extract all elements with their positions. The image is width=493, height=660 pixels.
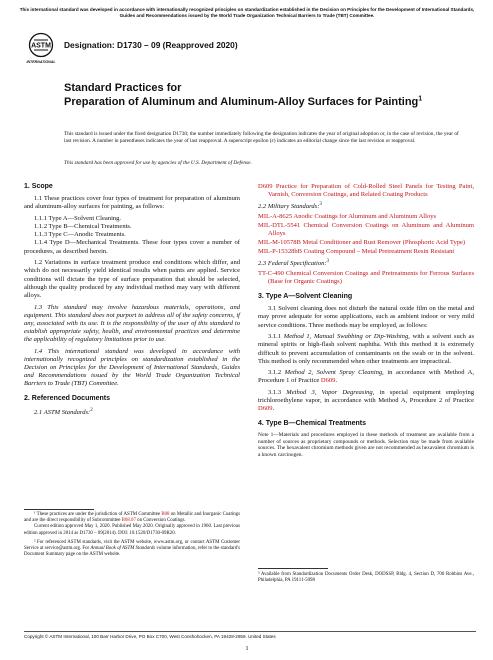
note-1: Note 1—Materials and procedures employed in these methods of treatment are available from a number of sources as proprietary compounds or methods. Selection may be made from available sources. The hexavalent chromium methods given are not recommended as hexavalent chromium is a known carcinogen. bbox=[258, 431, 474, 459]
ref-mil-m-10578b: MIL-M-10578B Metal Conditioner and Rust Remover (Phosphoric Acid Type) bbox=[258, 239, 466, 247]
link-mil-m-10578b[interactable]: MIL-M-10578B bbox=[258, 239, 301, 247]
dod-approval: This standard has been approved for use by agencies of the U.S. Department of Defense. bbox=[64, 160, 252, 166]
left-column bbox=[24, 183, 240, 421]
para-3-1-2: 3.1.2 Method 2, Solvent Spray Cleaning, in accordance with Method A, Procedure 1 of Practice D609. bbox=[258, 369, 474, 385]
page-title bbox=[64, 82, 464, 109]
ref-mil-dtl-5541: MIL-DTL-5541 Chemical Conversion Coatings on Aluminum and Aluminum Alloys bbox=[258, 221, 474, 237]
right-column bbox=[258, 183, 474, 459]
title-line-2: Preparation of Aluminum and Aluminum-Alloy Surfaces for Painting$^1$ bbox=[64, 94, 423, 108]
title-line-1: Standard Practices for bbox=[64, 82, 182, 94]
para-3-1-1: 3.1.1 Method 1, Manual Swabbing or Dip-Washing, with a solvent such as mineral spirits or high-flash solvent naphtha. With this method it is extremely difficult to prevent accumulation of contaminants on the swab or in the solvent. This method is only recommended when other treatments are impractical. bbox=[258, 333, 474, 365]
para-2-3: 2.3 Federal Specification:$^3$ bbox=[258, 259, 330, 268]
para-3-1: 3.1 Solvent cleaning does not disturb the natural oxide film on the metal and may prove adequate for some applications, such as ambient indoor or very mild service conditions. Three methods may be employed, as follows: bbox=[258, 305, 474, 329]
footnote-1-edition: Current edition approved May 1, 2020. Published May 2020. Originally approved in 1960. Last previous edition approved in 2014 as D1730 – 09(2014). DOI: 10.1520/D1730-09R20. bbox=[24, 524, 240, 536]
wto-notice: This international standard was developed in accordance with internationally recognized principles on standardization established in the Decision on Principles for the Development of International Standards, Guides and Recommendations issued by the World Trade Organization Technical Barriers to Trade (TBT) Committee. bbox=[19, 7, 475, 18]
svg-text:ASTM: ASTM bbox=[31, 42, 51, 50]
refdocs-heading: 2. Referenced Documents bbox=[24, 394, 110, 402]
link-d609[interactable]: D609 bbox=[258, 183, 273, 190]
footnote-1: ¹ These practices are under the jurisdiction of ASTM Committee B08 on Metallic and Inorganic Coatings and are the direct responsibility of Subcommittee B08.07 on Conversion Coatings. bbox=[24, 512, 240, 524]
logo-text: INTERNATIONAL bbox=[26, 60, 56, 64]
link-tt-c-490[interactable]: TT-C-490 bbox=[258, 269, 284, 277]
type-b-heading: 4. Type B—Chemical Treatments bbox=[258, 419, 367, 427]
footnote-3: ³ Available from Standardization Documents Order Desk, DODSSP, Bldg. 4, Section D, 700 Robbins Ave., Philadelphia, PA 19111-5098 bbox=[258, 572, 474, 584]
link-b08[interactable]: B08 bbox=[161, 512, 170, 517]
title-footnote-ref: 1 bbox=[418, 94, 423, 102]
ref-d609: D609 Practice for Preparation of Cold-Rolled Steel Panels for Testing Paint, Varnish, Conversion Coatings, and Related Coating Products bbox=[258, 183, 474, 199]
footer-rule bbox=[24, 631, 476, 632]
ref-tt-c-490: TT-C-490 Chemical Conversion Coatings and Pretreatments for Ferrous Surfaces (Base for Organic Coatings) bbox=[258, 269, 474, 285]
ref-mil-p-15328b: MIL-P-15328bB Coating Compound – Metal Pretreatment Resin Resistant bbox=[258, 248, 455, 256]
footnote-2: ² For referenced ASTM standards, visit the ASTM website, www.astm.org, or contact ASTM Customer Service at service@astm.org. For Annual Book of ASTM Standards volume information, refer to the standard's Document Summary page on the ASTM website. bbox=[24, 539, 240, 558]
para-2-2: 2.2 Military Standards:$^3$ bbox=[258, 202, 322, 211]
para-1-4: 1.4 This international standard was developed in accordance with internationally recognized principles on standardization established in the Decision on Principles for the Development of International Standards, Guides and Recommendations issued by the World Trade Organization Technical Barriers to Trade (TBT) Committee. bbox=[24, 347, 240, 388]
footnotes-left bbox=[24, 512, 240, 558]
link-mil-p-15328b[interactable]: MIL-P-15328bB bbox=[258, 248, 303, 256]
link-mil-a-8625[interactable]: MIL-A-8625 bbox=[258, 212, 293, 220]
ref-mil-a-8625: MIL-A-8625 Anodic Coatings for Aluminum and Aluminum Alloys bbox=[258, 212, 437, 220]
para-1-2: 1.2 Variations in surface treatment produce end conditions which differ, and which do not necessarily yield identical results when paints are applied. Service conditions will dictate the type of surface preparation that should be selected, although the quality produced by any individual method may vary with different alloys. bbox=[24, 259, 240, 299]
link-b08-07[interactable]: B08.07 bbox=[121, 518, 136, 524]
para-1-3: 1.3 This standard may involve hazardous materials, operations, and equipment. This standard does not purport to address all of the safety concerns, if any, associated with its use. It is the responsibility of the user of this standard to establish appropriate safety, health, and environmental practices and determine the applicability of regulatory limitations prior to use. bbox=[24, 303, 240, 344]
scope-heading: 1. Scope bbox=[24, 183, 53, 190]
type-a-heading: 3. Type A—Solvent Cleaning bbox=[258, 293, 353, 301]
para-1-1: 1.1 These practices cover four types of treatment for preparation of aluminum and aluminum-alloy surfaces for painting, as follows: bbox=[24, 195, 240, 211]
copyright: Copyright © ASTM International, 100 Barr Harbor Drive, PO Box C700, West Conshohocken, PA 19428-2959. United States bbox=[24, 634, 276, 639]
para-1-1-4: 1.1.4 Type D—Mechanical Treatments. These four types cover a number of procedures, as described herein. bbox=[24, 239, 240, 255]
issue-notice: This standard is issued under the fixed designation D1730; the number immediately following the designation indicates the year of original adoption or, in the case of revision, the year of last revision. A number in parentheses indicates the year of last reapproval. A superscript epsilon (ε) indicates an editorial change since the last revision or reapproval. bbox=[64, 131, 459, 144]
link-mil-dtl-5541[interactable]: MIL-DTL-5541 bbox=[258, 221, 301, 229]
para-2-1: 2.1 ASTM Standards:$^2$ bbox=[34, 407, 93, 416]
para-3-1-3: 3.1.3 Method 3, Vapor Degreasing, in special equipment employing trichloroethylene vapor, in accordance with Method A, Procedure 2 of Practice D609. bbox=[258, 389, 474, 413]
astm-logo-icon bbox=[28, 32, 54, 66]
footnote-divider-right bbox=[258, 568, 328, 569]
link-d609-method-a2[interactable]: D609 bbox=[258, 405, 273, 413]
para-1-1-3: 1.1.3 Type C—Anodic Treatments. bbox=[34, 231, 126, 239]
designation: Designation: D1730 – 09 (Reapproved 2020) bbox=[64, 40, 238, 50]
link-d609-method-a1[interactable]: D609 bbox=[320, 377, 336, 385]
para-1-1-2: 1.1.2 Type B—Chemical Treatments. bbox=[34, 223, 132, 231]
page-number: 1 bbox=[245, 645, 249, 652]
footnote-divider bbox=[24, 509, 94, 510]
para-1-1-1: 1.1.1 Type A—Solvent Cleaning. bbox=[34, 214, 122, 222]
